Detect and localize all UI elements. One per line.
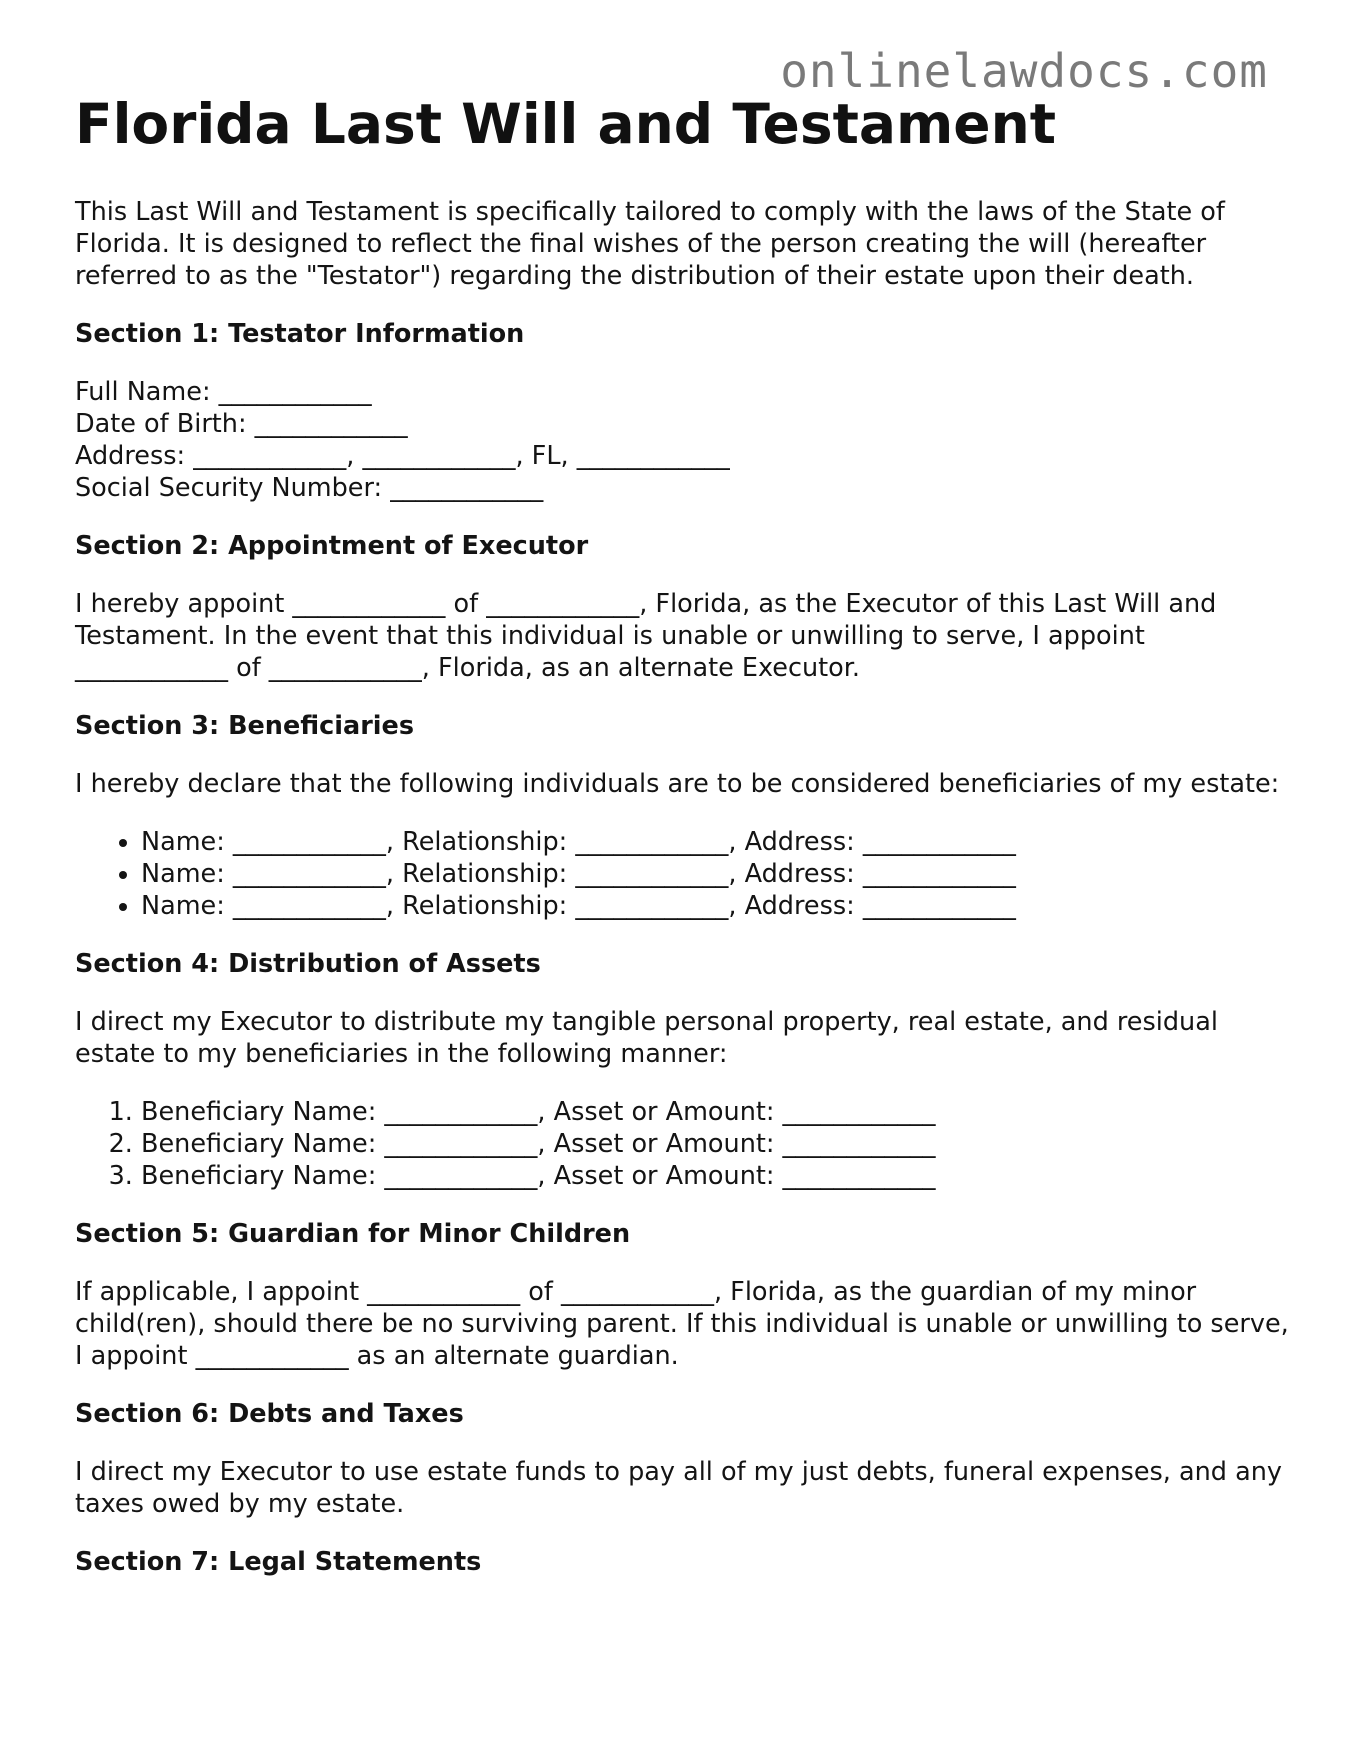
debts-paragraph: I direct my Executor to use estate funds to pay all of my just debts, funeral expenses, and any taxes owed by my estate. [75, 1457, 1282, 1519]
distribution-item: 3. Beneficiary Name: ____________, Asset or Amount: ____________ [141, 1160, 1295, 1192]
distribution-paragraph: I direct my Executor to distribute my tangible personal property, real estate, and residual estate to my beneficiaries in the following manner: [75, 1007, 1218, 1069]
beneficiaries-paragraph: I hereby declare that the following individuals are to be considered beneficiaries of my estate: [75, 769, 1280, 799]
section-1-heading: Section 1: Testator Information [75, 319, 525, 349]
distribution-list [75, 1096, 1295, 1192]
will-document [75, 92, 1295, 1604]
section-7-heading: Section 7: Legal Statements [75, 1547, 482, 1577]
intro-paragraph: This Last Will and Testament is specifically tailored to comply with the laws of the State of Florida. It is designed to reflect the final wishes of the person creating the will (hereafter referred to as the "Testator") regarding the distribution of their estate upon their death. [75, 197, 1225, 291]
section-3-heading: Section 3: Beneficiaries [75, 711, 415, 741]
address-line: Address: ____________, ____________, FL, ____________ [75, 441, 730, 471]
executor-paragraph: I hereby appoint ____________ of ____________, Florida, as the Executor of this Last Will and Testament. In the event that this individual is unable or unwilling to serve, I appoint ____________ of ____________, Florida, as an alternate Executor. [75, 589, 1217, 683]
guardian-paragraph: If applicable, I appoint ____________ of ____________, Florida, as the guardian of my minor child(ren), should there be no surviving parent. If this individual is unable or unwilling to serve, I appoint ____________ as an alternate guardian. [75, 1277, 1289, 1371]
section-6-heading: Section 6: Debts and Taxes [75, 1399, 464, 1429]
beneficiary-item: • Name: ____________, Relationship: ____________, Address: ____________ [141, 890, 1295, 922]
ssn-line: Social Security Number: ____________ [75, 473, 544, 503]
section-5-heading: Section 5: Guardian for Minor Children [75, 1219, 631, 1249]
site-watermark: onlinelawdocs.com [780, 44, 1268, 98]
beneficiaries-list [75, 826, 1295, 922]
section-4-heading: Section 4: Distribution of Assets [75, 949, 541, 979]
section-2-heading: Section 2: Appointment of Executor [75, 531, 589, 561]
testator-info [75, 376, 1295, 504]
beneficiary-item: • Name: ____________, Relationship: ____________, Address: ____________ [141, 826, 1295, 858]
beneficiary-item: • Name: ____________, Relationship: ____________, Address: ____________ [141, 858, 1295, 890]
date-of-birth-line: Date of Birth: ____________ [75, 409, 408, 439]
distribution-item: 1. Beneficiary Name: ____________, Asset or Amount: ____________ [141, 1096, 1295, 1128]
document-title: Florida Last Will and Testament [75, 92, 1057, 156]
full-name-line: Full Name: ____________ [75, 377, 372, 407]
distribution-item: 2. Beneficiary Name: ____________, Asset or Amount: ____________ [141, 1128, 1295, 1160]
